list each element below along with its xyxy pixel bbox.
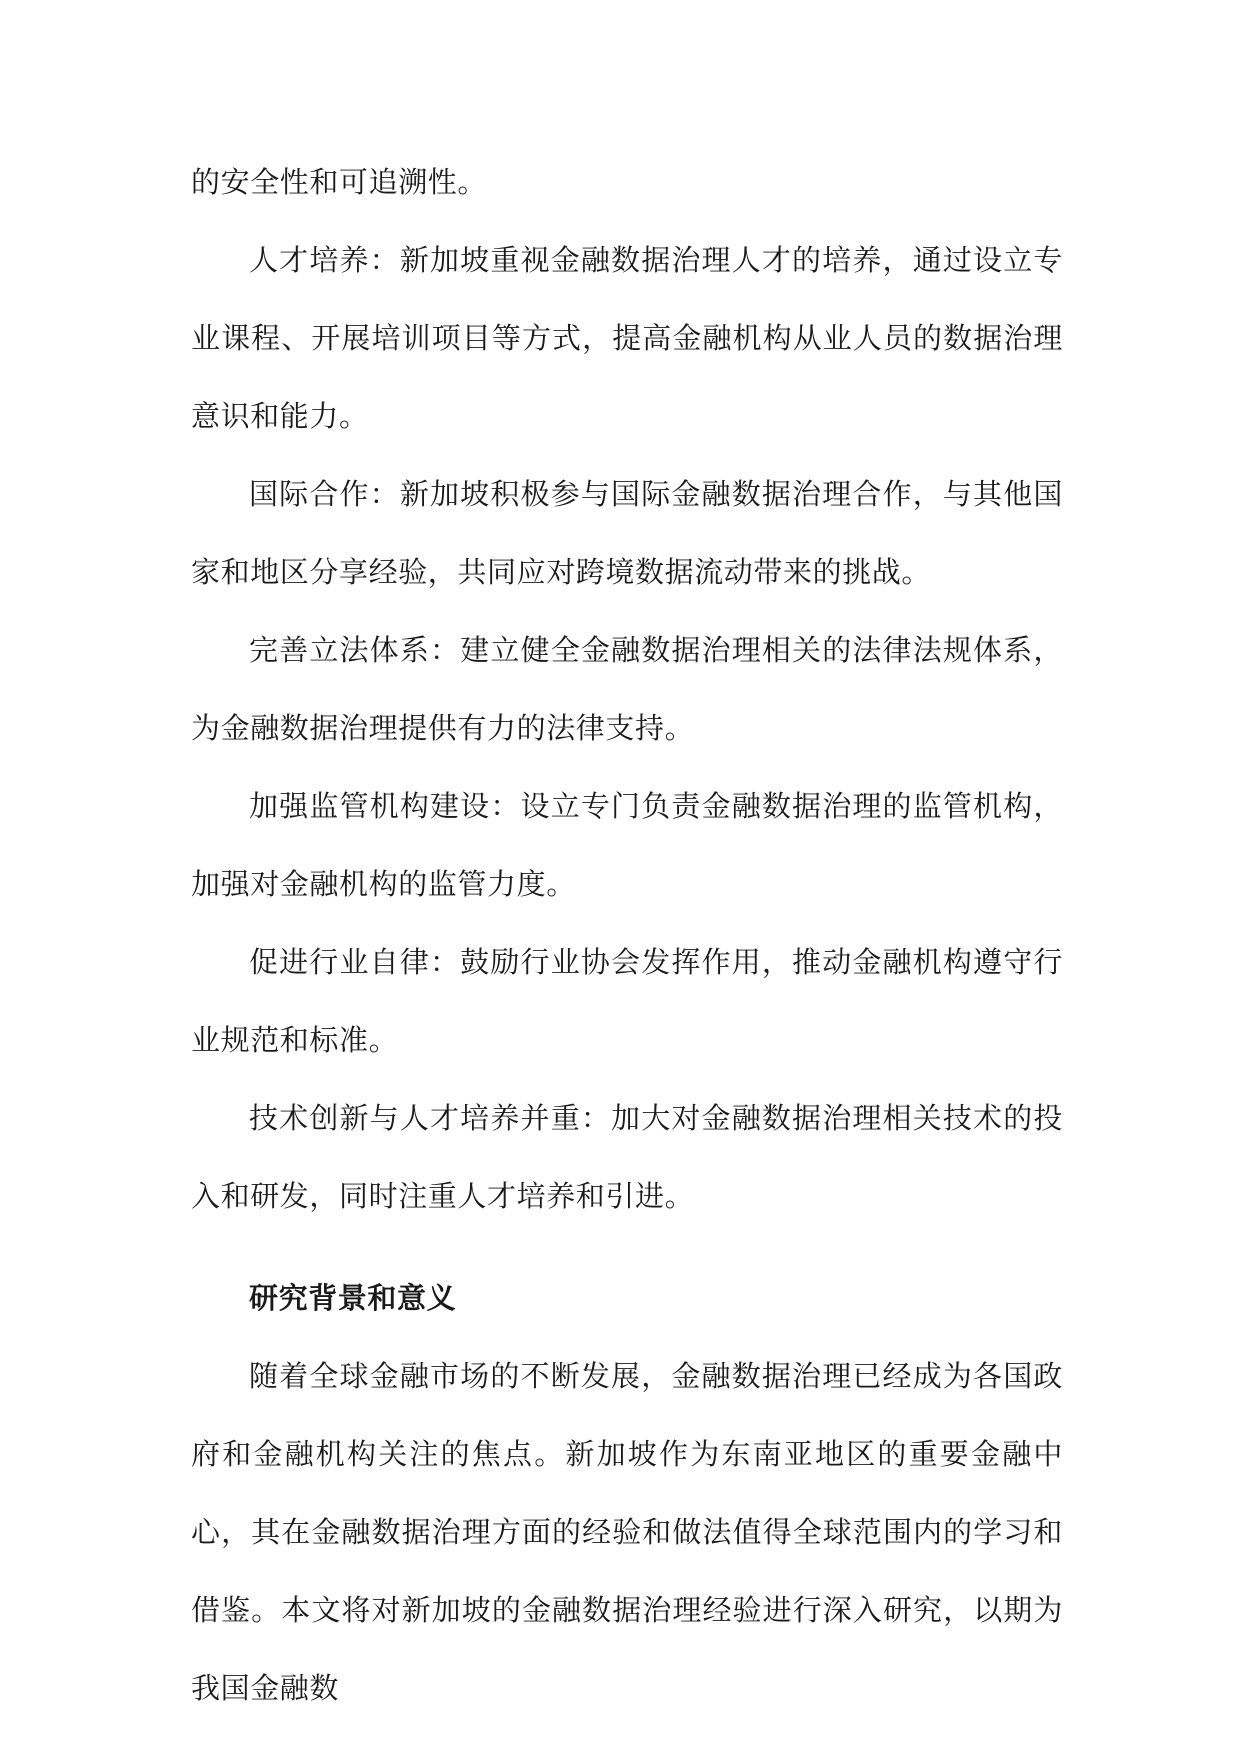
document-body bbox=[191, 143, 1063, 1727]
section-heading: 研究背景和意义 bbox=[249, 1281, 457, 1315]
paragraph-regulator-building: 加强监管机构建设：设立专门负责金融数据治理的监管机构，加强对金融机构的监管力度。 bbox=[191, 789, 1063, 901]
paragraph-international-cooperation: 国际合作：新加坡积极参与国际金融数据治理合作，与其他国家和地区分享经验，共同应对跨境数据流动带来的挑战。 bbox=[191, 477, 1063, 589]
paragraph-continuation: 的安全性和可追溯性。 bbox=[191, 165, 488, 199]
paragraph-tech-and-talent: 技术创新与人才培养并重：加大对金融数据治理相关技术的投入和研发，同时注重人才培养和引进。 bbox=[191, 1101, 1063, 1213]
paragraph-research-background: 随着全球金融市场的不断发展，金融数据治理已经成为各国政府和金融机构关注的焦点。新加坡作为东南亚地区的重要金融中心，其在金融数据治理方面的经验和做法值得全球范围内的学习和借鉴。本文将对新加坡的金融数据治理经验进行深入研究，以期为我国金融数 bbox=[191, 1359, 1063, 1705]
paragraph-legislation: 完善立法体系：建立健全金融数据治理相关的法律法规体系，为金融数据治理提供有力的法律支持。 bbox=[191, 633, 1063, 745]
paragraph-talent-training: 人才培养：新加坡重视金融数据治理人才的培养，通过设立专业课程、开展培训项目等方式，提高金融机构从业人员的数据治理意识和能力。 bbox=[191, 243, 1063, 433]
paragraph-industry-self-regulation: 促进行业自律：鼓励行业协会发挥作用，推动金融机构遵守行业规范和标准。 bbox=[191, 945, 1063, 1057]
